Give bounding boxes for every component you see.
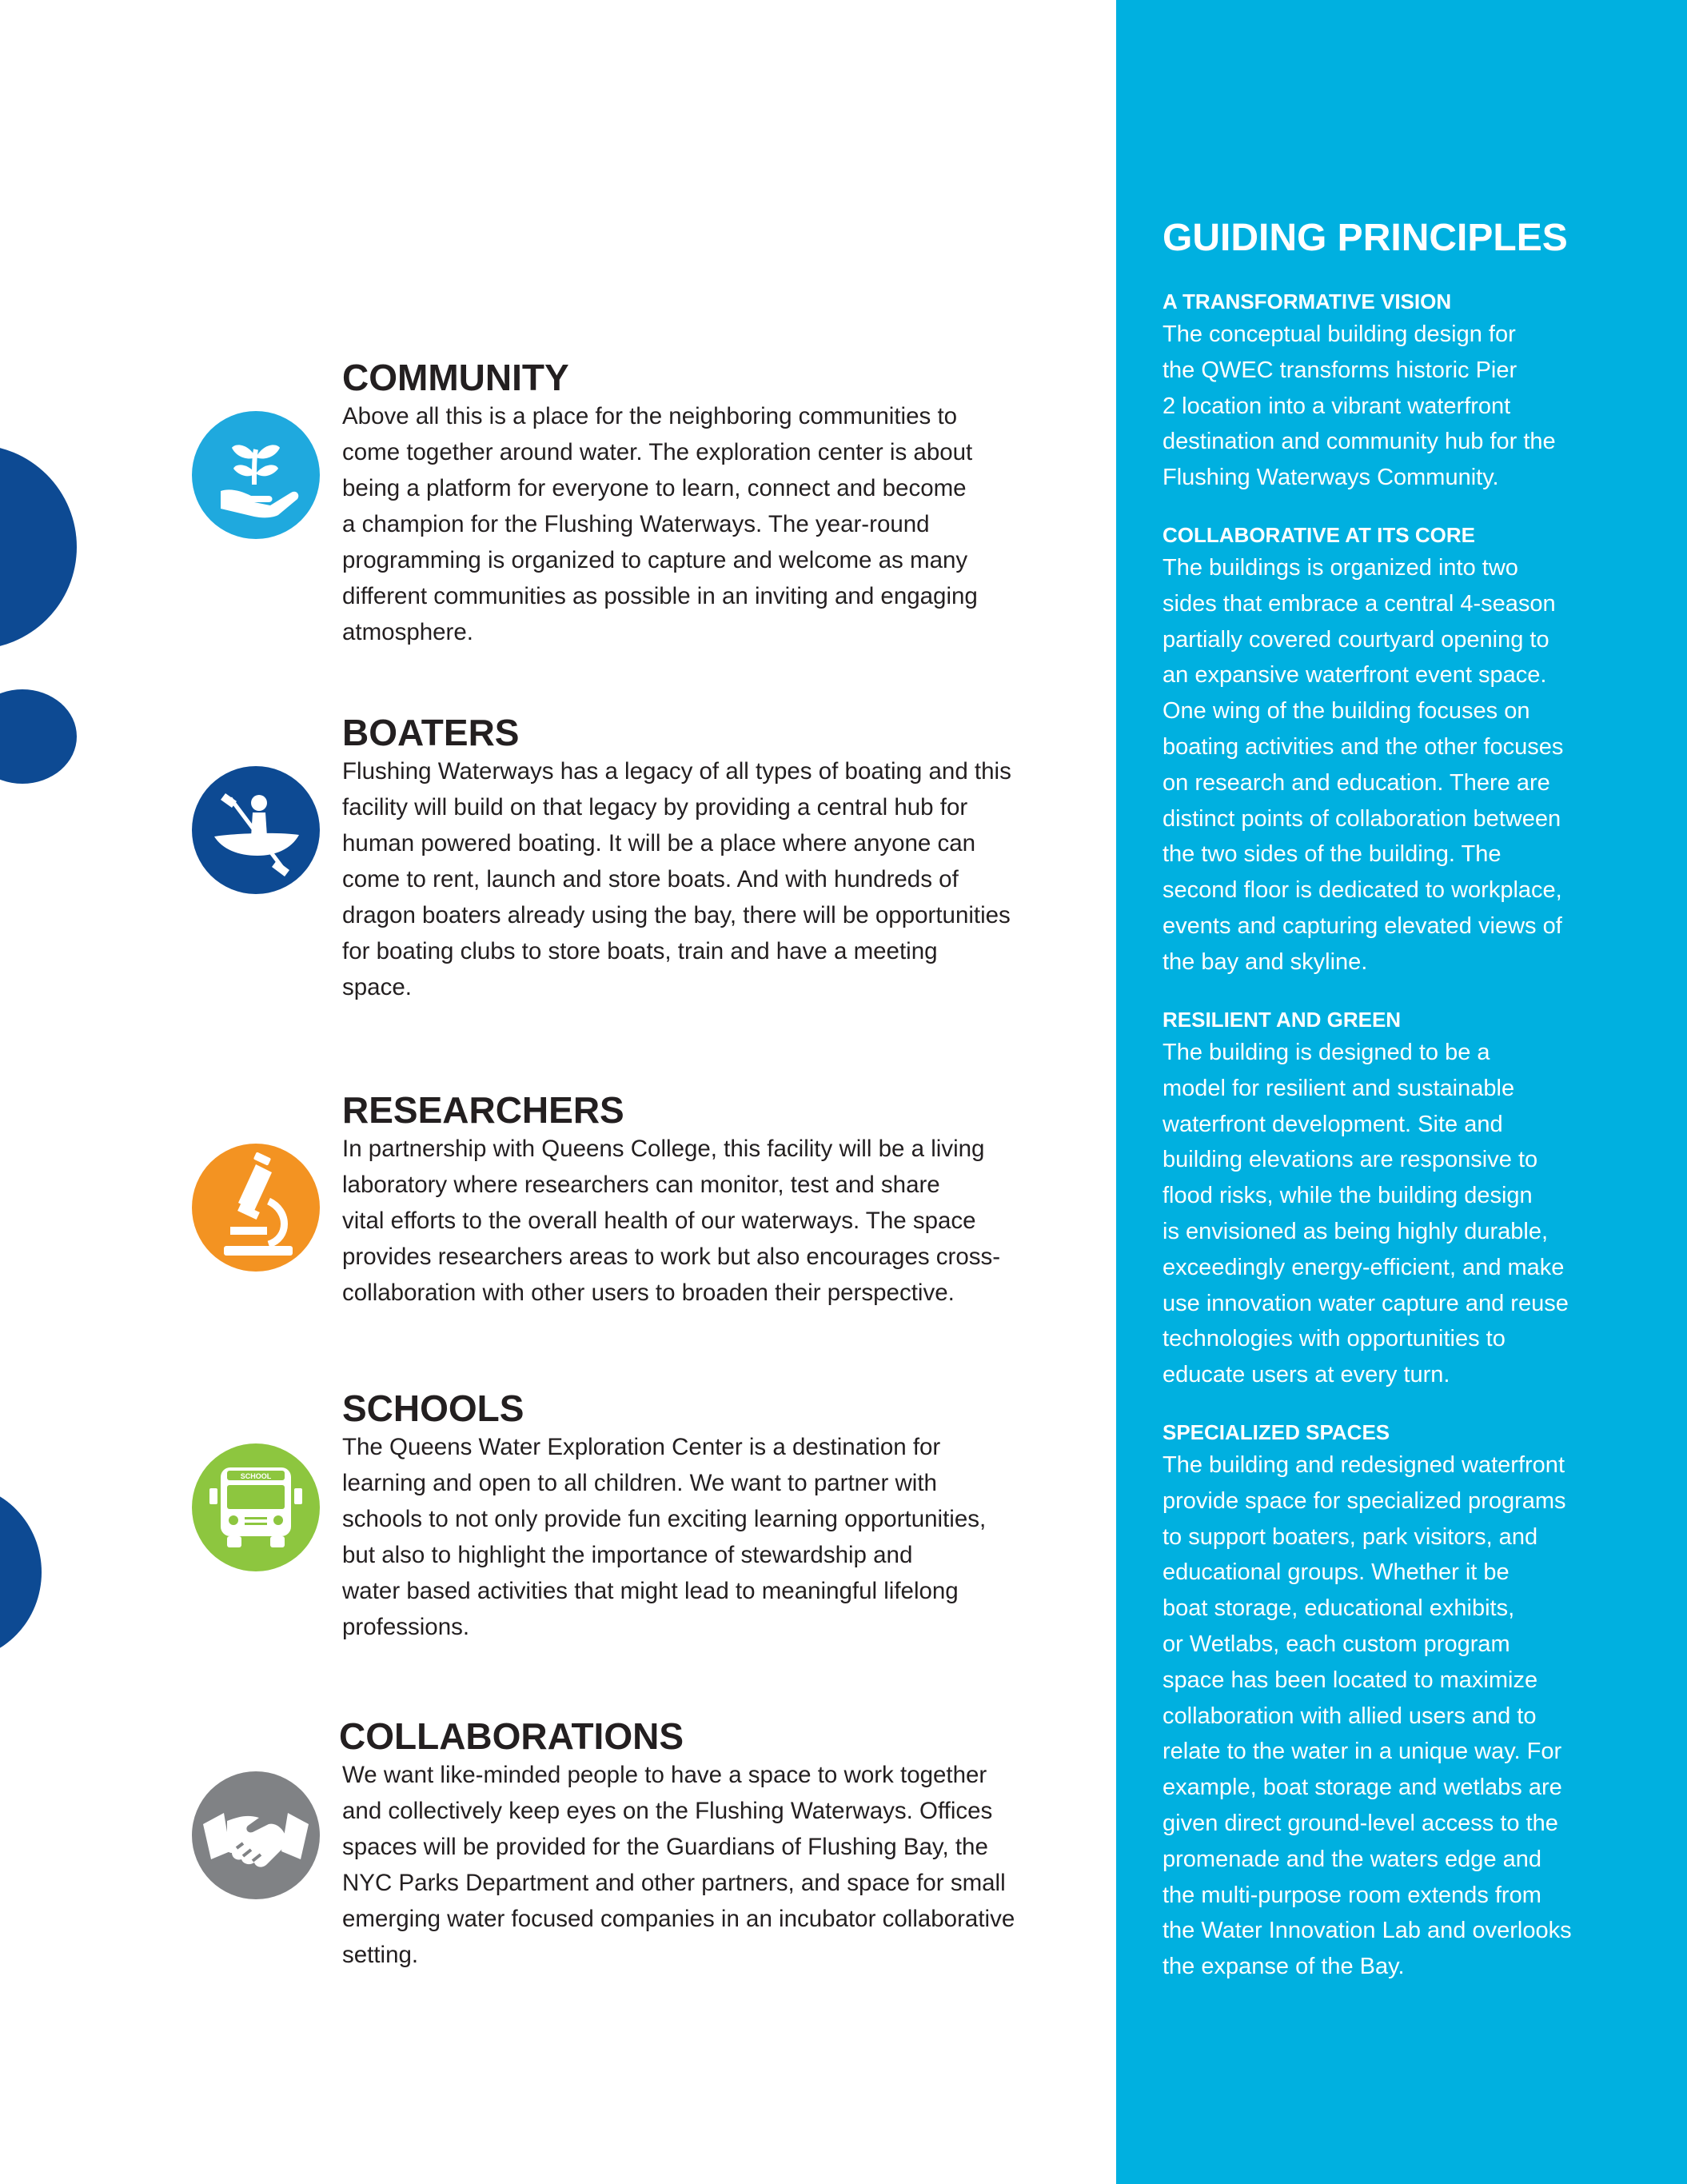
handshake-icon bbox=[192, 1771, 320, 1899]
body-line: a champion for the Flushing Waterways. The year-round bbox=[342, 511, 930, 537]
body-line: water based activities that might lead to meaningful lifelong bbox=[342, 1578, 959, 1604]
principle-line: the Water Innovation Lab and overlooks bbox=[1163, 1918, 1572, 1944]
decorative-circle-bottom bbox=[0, 1484, 42, 1660]
body-line: facility will build on that legacy by providing a central hub for bbox=[342, 794, 968, 820]
body-line: NYC Parks Department and other partners, and space for small bbox=[342, 1870, 1006, 1896]
body-line: atmosphere. bbox=[342, 619, 473, 645]
body-line: Above all this is a place for the neighboring communities to bbox=[342, 403, 958, 429]
body-line: Flushing Waterways has a legacy of all types of boating and this bbox=[342, 758, 1011, 785]
principle-line: The building is designed to be a bbox=[1163, 1040, 1490, 1065]
bus-sign-text: SCHOOL bbox=[240, 1472, 272, 1480]
microscope-icon bbox=[192, 1144, 320, 1272]
decorative-circle-small bbox=[0, 689, 77, 784]
principle-line: technologies with opportunities to bbox=[1163, 1326, 1506, 1352]
body-line: professions. bbox=[342, 1614, 470, 1640]
body-line: schools to not only provide fun exciting learning opportunities, bbox=[342, 1506, 987, 1532]
principle-line: the expanse of the Bay. bbox=[1163, 1954, 1405, 1980]
principle-transformative-vision bbox=[1163, 288, 1674, 496]
principle-line: use innovation water capture and reuse bbox=[1163, 1290, 1569, 1316]
panel-title: GUIDING PRINCIPLES bbox=[1163, 217, 1568, 259]
principle-line: example, boat storage and wetlabs are bbox=[1163, 1775, 1562, 1801]
body-line: come to rent, launch and store boats. And with hundreds of bbox=[342, 866, 959, 892]
principle-heading: A TRANSFORMATIVE VISION bbox=[1163, 289, 1452, 313]
section-body bbox=[342, 1429, 1078, 1645]
body-line: emerging water focused companies in an incubator collaborative bbox=[342, 1906, 1015, 1932]
principle-line: educational groups. Whether it be bbox=[1163, 1559, 1510, 1586]
section-title: COMMUNITY bbox=[342, 357, 569, 398]
principle-line: boat storage, educational exhibits, bbox=[1163, 1595, 1515, 1622]
principle-line: an expansive waterfront event space. bbox=[1163, 662, 1547, 689]
body-line: In partnership with Queens College, this facility will be a living bbox=[342, 1136, 985, 1162]
principle-line: destination and community hub for the bbox=[1163, 429, 1556, 455]
principle-line: second floor is dedicated to workplace, bbox=[1163, 877, 1562, 904]
section-body bbox=[342, 1757, 1078, 1973]
body-line: collaboration with other users to broaden their perspective. bbox=[342, 1280, 955, 1306]
body-line: The Queens Water Exploration Center is a destination for bbox=[342, 1434, 941, 1460]
guiding-principles-panel bbox=[1116, 0, 1687, 2184]
principle-line: boating activities and the other focuses bbox=[1163, 733, 1564, 760]
body-line: come together around water. The exploration center is about bbox=[342, 439, 973, 465]
body-line: for boating clubs to store boats, train and have a meeting bbox=[342, 938, 938, 964]
body-line: but also to highlight the importance of stewardship and bbox=[342, 1542, 913, 1568]
principle-line: given direct ground-level access to the bbox=[1163, 1810, 1558, 1836]
body-line: vital efforts to the overall health of our waterways. The space bbox=[342, 1208, 976, 1234]
body-line: programming is organized to capture and welcome as many bbox=[342, 547, 968, 573]
principle-heading: SPECIALIZED SPACES bbox=[1163, 1420, 1390, 1444]
principle-line: space has been located to maximize bbox=[1163, 1667, 1538, 1693]
principle-line: Flushing Waterways Community. bbox=[1163, 465, 1499, 491]
body-line: and collectively keep eyes on the Flushing Waterways. Offices bbox=[342, 1798, 993, 1824]
body-line: space. bbox=[342, 974, 412, 1000]
principle-line: The conceptual building design for bbox=[1163, 321, 1516, 347]
principle-line: building elevations are responsive to bbox=[1163, 1147, 1538, 1173]
principle-line: events and capturing elevated views of bbox=[1163, 912, 1562, 939]
body-line: human powered boating. It will be a place where anyone can bbox=[342, 830, 976, 856]
principle-body bbox=[1163, 1035, 1674, 1393]
principle-line: or Wetlabs, each custom program bbox=[1163, 1631, 1510, 1657]
section-body bbox=[342, 398, 1078, 650]
body-line: provides researchers areas to work but also encourages cross- bbox=[342, 1244, 1001, 1270]
decorative-circle-large bbox=[0, 445, 77, 649]
body-line: setting. bbox=[342, 1942, 419, 1968]
principle-line: exceedingly energy-efficient, and make bbox=[1163, 1254, 1565, 1280]
principle-heading: COLLABORATIVE AT ITS CORE bbox=[1163, 523, 1475, 547]
section-body bbox=[342, 1131, 1078, 1311]
kayak-icon bbox=[192, 766, 320, 894]
hand-plant-icon bbox=[192, 411, 320, 539]
body-line: laboratory where researchers can monitor, test and share bbox=[342, 1172, 940, 1198]
section-title: COLLABORATIONS bbox=[339, 1715, 684, 1757]
body-line: different communities as possible in an inviting and engaging bbox=[342, 583, 978, 609]
principle-line: educate users at every turn. bbox=[1163, 1362, 1450, 1388]
principle-line: The buildings is organized into two bbox=[1163, 555, 1518, 581]
section-title: RESEARCHERS bbox=[342, 1089, 624, 1131]
principle-line: the multi-purpose room extends from bbox=[1163, 1882, 1541, 1908]
principle-heading: RESILIENT AND GREEN bbox=[1163, 1008, 1402, 1032]
principle-line: to support boaters, park visitors, and bbox=[1163, 1523, 1538, 1550]
principle-resilient-green bbox=[1163, 1006, 1674, 1393]
principle-line: provide space for specialized programs bbox=[1163, 1487, 1566, 1514]
body-line: learning and open to all children. We want to partner with bbox=[342, 1470, 937, 1496]
principle-line: on research and education. There are bbox=[1163, 769, 1550, 796]
principle-line: collaboration with allied users and to bbox=[1163, 1703, 1537, 1729]
principle-specialized-spaces bbox=[1163, 1419, 1674, 1985]
principle-line: waterfront development. Site and bbox=[1163, 1111, 1503, 1137]
section-title: SCHOOLS bbox=[342, 1387, 524, 1429]
body-line: dragon boaters already using the bay, there will be opportunities bbox=[342, 902, 1011, 928]
principle-body bbox=[1163, 1447, 1674, 1985]
principle-line: sides that embrace a central 4-season bbox=[1163, 590, 1556, 617]
principle-line: relate to the water in a unique way. For bbox=[1163, 1739, 1562, 1765]
principle-collaborative-core bbox=[1163, 521, 1674, 980]
body-line: We want like-minded people to have a space to work together bbox=[342, 1762, 987, 1788]
principle-line: The building and redesigned waterfront bbox=[1163, 1452, 1565, 1478]
principle-line: model for resilient and sustainable bbox=[1163, 1075, 1515, 1101]
principle-body bbox=[1163, 550, 1674, 980]
principle-line: the QWEC transforms historic Pier bbox=[1163, 357, 1518, 383]
principle-line: is envisioned as being highly durable, bbox=[1163, 1218, 1549, 1244]
principle-line: flood risks, while the building design bbox=[1163, 1183, 1533, 1209]
principle-body bbox=[1163, 317, 1674, 496]
principle-line: the bay and skyline. bbox=[1163, 948, 1368, 975]
principle-line: the two sides of the building. The bbox=[1163, 841, 1502, 868]
principle-line: partially covered courtyard opening to bbox=[1163, 626, 1549, 653]
section-title: BOATERS bbox=[342, 712, 520, 753]
principle-line: 2 location into a vibrant waterfront bbox=[1163, 393, 1511, 419]
body-line: being a platform for everyone to learn, connect and become bbox=[342, 475, 967, 501]
principle-line: distinct points of collaboration between bbox=[1163, 805, 1561, 832]
section-body bbox=[342, 753, 1078, 1005]
principle-line: One wing of the building focuses on bbox=[1163, 698, 1530, 725]
body-line: spaces will be provided for the Guardians of Flushing Bay, the bbox=[342, 1834, 988, 1860]
school-bus-icon bbox=[192, 1443, 320, 1571]
principle-line: promenade and the waters edge and bbox=[1163, 1846, 1542, 1872]
